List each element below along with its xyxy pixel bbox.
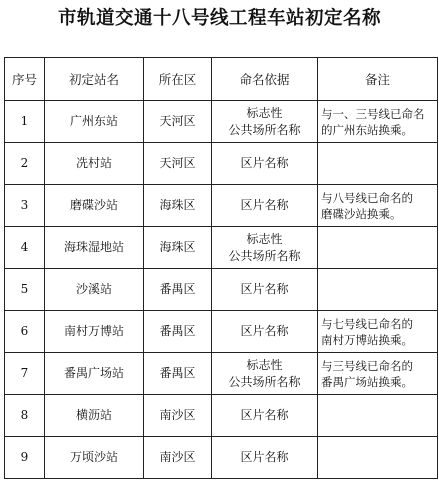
cell-naming-basis <box>212 311 318 353</box>
cell-district: 南沙区 <box>144 437 212 479</box>
station-names-table <box>4 57 438 479</box>
remark-line: 番禺广场站换乘。 <box>321 374 413 389</box>
naming-basis-line: 区片名称 <box>240 282 289 296</box>
cell-remarks <box>318 269 438 311</box>
cell-district: 天河区 <box>144 143 212 185</box>
cell-district: 天河区 <box>144 101 212 143</box>
cell-no: 5 <box>5 269 45 311</box>
cell-no: 1 <box>5 101 45 143</box>
cell-naming-basis <box>212 143 318 185</box>
cell-naming-basis <box>212 101 318 143</box>
cell-station-name: 冼村站 <box>45 143 144 185</box>
cell-no: 9 <box>5 437 45 479</box>
cell-district: 海珠区 <box>144 185 212 227</box>
cell-no: 2 <box>5 143 45 185</box>
cell-remarks <box>318 437 438 479</box>
naming-basis-line: 区片名称 <box>240 156 289 170</box>
cell-remarks <box>318 311 438 353</box>
column-header-no: 序号 <box>5 58 45 101</box>
cell-station-name: 横沥站 <box>45 395 144 437</box>
cell-remarks <box>318 353 438 395</box>
remark-line: 磨碟沙站换乘。 <box>321 206 402 221</box>
cell-station-name: 万顷沙站 <box>45 437 144 479</box>
column-header-station-name: 初定站名 <box>45 58 144 101</box>
cell-naming-basis <box>212 269 318 311</box>
cell-no: 6 <box>5 311 45 353</box>
naming-basis-line: 区片名称 <box>240 198 289 212</box>
cell-no: 8 <box>5 395 45 437</box>
cell-station-name: 番禺广场站 <box>45 353 144 395</box>
table-body <box>5 101 438 479</box>
column-header-naming-basis: 命名依据 <box>212 58 318 101</box>
cell-station-name: 南村万博站 <box>45 311 144 353</box>
remark-line: 与七号线已命名的 <box>321 316 413 331</box>
naming-basis-line: 标志性 <box>246 231 283 246</box>
table-row <box>5 395 438 437</box>
cell-naming-basis <box>212 185 318 227</box>
naming-basis-line: 标志性 <box>246 357 283 372</box>
cell-naming-basis <box>212 353 318 395</box>
cell-remarks <box>318 227 438 269</box>
cell-station-name: 广州东站 <box>45 101 144 143</box>
cell-station-name: 磨碟沙站 <box>45 185 144 227</box>
remark-line: 与八号线已命名的 <box>321 190 413 205</box>
cell-naming-basis <box>212 437 318 479</box>
cell-district: 番禺区 <box>144 269 212 311</box>
table-row <box>5 185 438 227</box>
cell-station-name: 沙溪站 <box>45 269 144 311</box>
cell-district: 番禺区 <box>144 353 212 395</box>
cell-naming-basis <box>212 227 318 269</box>
cell-remarks <box>318 143 438 185</box>
remark-line: 与一、三号线已命名 <box>321 106 425 121</box>
table-row <box>5 269 438 311</box>
remark-line: 与三号线已命名的 <box>321 358 413 373</box>
cell-no: 3 <box>5 185 45 227</box>
table-row <box>5 437 438 479</box>
naming-basis-line: 区片名称 <box>240 408 289 422</box>
cell-district: 南沙区 <box>144 395 212 437</box>
table-row <box>5 143 438 185</box>
naming-basis-line: 区片名称 <box>240 450 289 464</box>
remark-line: 的广州东站换乘。 <box>321 122 413 137</box>
naming-basis-line: 公共场所名称 <box>228 122 301 137</box>
table-row <box>5 101 438 143</box>
naming-basis-line: 公共场所名称 <box>228 374 301 389</box>
cell-remarks <box>318 395 438 437</box>
column-header-district: 所在区 <box>144 58 212 101</box>
cell-remarks <box>318 185 438 227</box>
table-header-row <box>5 58 438 101</box>
naming-basis-line: 标志性 <box>246 105 283 120</box>
table-row <box>5 353 438 395</box>
cell-district: 海珠区 <box>144 227 212 269</box>
table-row <box>5 227 438 269</box>
column-header-remarks: 备注 <box>318 58 438 101</box>
page-title: 市轨道交通十八号线工程车站初定名称 <box>57 8 381 29</box>
remark-line: 南村万博站换乘。 <box>321 332 413 347</box>
cell-remarks <box>318 101 438 143</box>
cell-no: 4 <box>5 227 45 269</box>
naming-basis-line: 区片名称 <box>240 324 289 338</box>
cell-district: 番禺区 <box>144 311 212 353</box>
naming-basis-line: 公共场所名称 <box>228 248 301 263</box>
cell-station-name: 海珠湿地站 <box>45 227 144 269</box>
table-row <box>5 311 438 353</box>
cell-no: 7 <box>5 353 45 395</box>
cell-naming-basis <box>212 395 318 437</box>
